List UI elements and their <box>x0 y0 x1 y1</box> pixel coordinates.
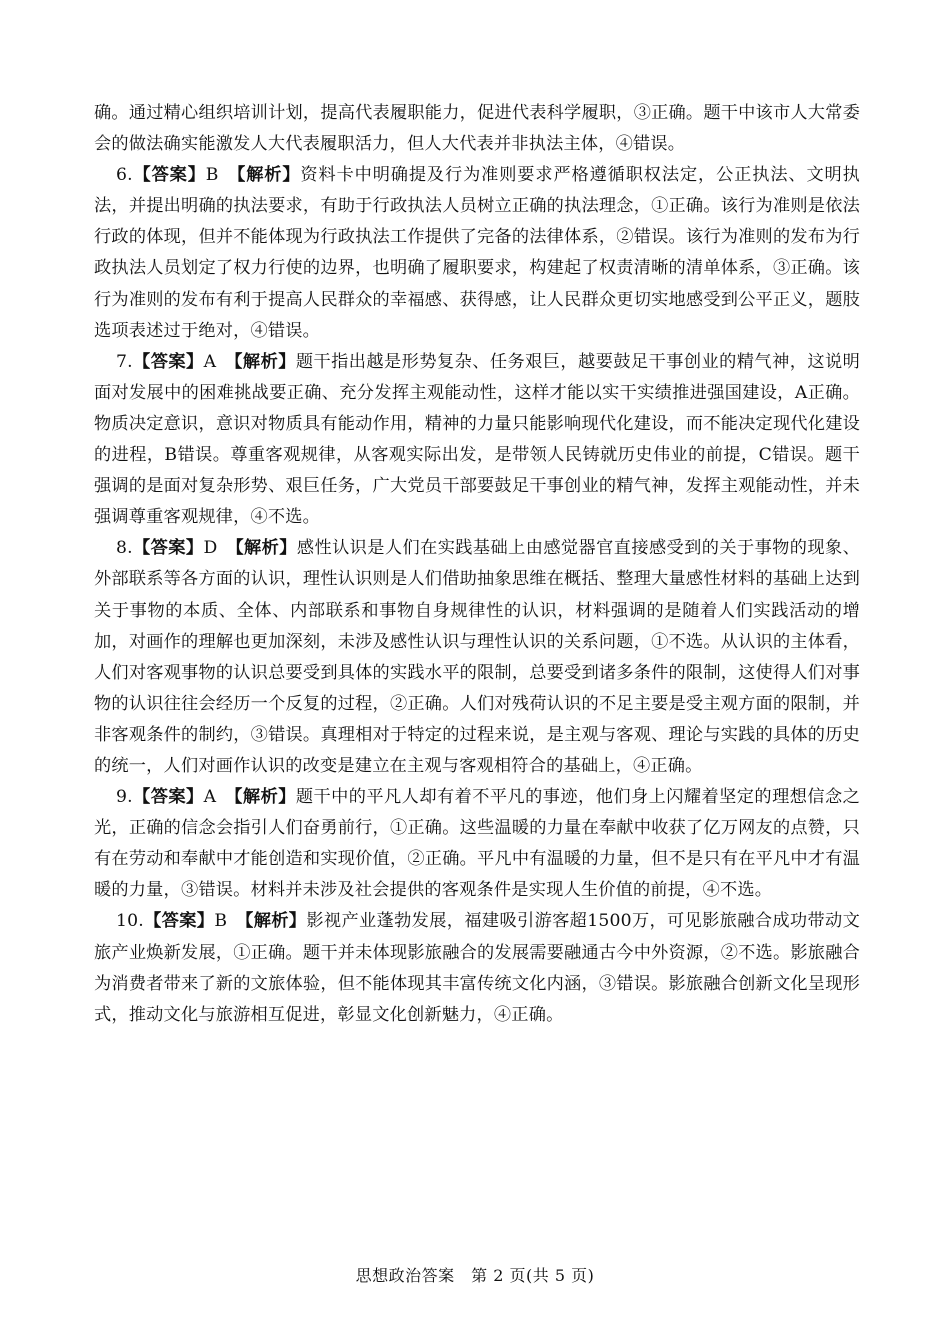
answer-letter: D <box>203 538 218 559</box>
footer-page-info: 第 2 页(共 5 页) <box>471 1266 595 1285</box>
answer-item-8 <box>94 533 860 782</box>
answer-item-10 <box>94 906 860 1030</box>
item-number: 7. <box>116 351 133 372</box>
answer-item-9 <box>94 782 860 906</box>
analysis-tag: 【解析】 <box>226 538 297 559</box>
answer-tag: 【答案】 <box>132 351 204 372</box>
document-body <box>94 98 860 1031</box>
answer-letter: B <box>214 911 228 932</box>
item-number: 9. <box>116 787 133 808</box>
item-number: 6. <box>116 165 133 186</box>
answer-letter: A <box>203 787 217 808</box>
analysis-tag: 【解析】 <box>225 351 296 372</box>
analysis-text: 资料卡中明确提及行为准则要求严格遵循职权法定，公正执法、文明执法，并提出明确的执法要求，有助于行政执法人员树立正确的执法理念，①正确。该行为准则是依法行政的体现，但并不能体现为行政执法工作提供了完备的法律体系，②错误。该行为准则的发布为行政执法人员划定了权力行使的边界，也明确了履职要求，构建起了权责清晰的清单体系，③正确。该行为准则的发布有利于提高人民群众的幸福感、获得感，让人民群众更切实地感受到公平正义，题肢选项表述过于绝对，④错误。 <box>94 165 860 341</box>
page-footer <box>0 1263 950 1286</box>
answer-tag: 【答案】 <box>132 538 204 559</box>
answer-tag: 【答案】 <box>132 787 204 808</box>
analysis-text: 感性认识是人们在实践基础上由感觉器官直接感受到的关于事物的现象、外部联系等各方面的认识，理性认识则是人们借助抽象思维在概括、整理大量感性材料的基础上达到关于事物的本质、全体、内部联系和事物自身规律性的认识，材料强调的是随着人们实践活动的增加，对画作的理解也更加深刻，未涉及感性认识与理性认识的关系问题，①不选。从认识的主体看，人们对客观事物的认识总要受到具体的实践水平的限制，总要受到诸多条件的限制，这使得人们对事物的认识往往会经历一个反复的过程，②正确。人们对残荷认识的不足主要是受主观方面的限制，并非客观条件的制约，③错误。真理相对于特定的过程来说，是主观与客观、理论与实践的具体的历史的统一，人们对画作认识的改变是建立在主观与客观相符合的基础上，④正确。 <box>94 538 860 776</box>
item-number: 8. <box>116 538 133 559</box>
answer-item-7 <box>94 347 860 534</box>
footer-subject: 思想政治答案 <box>355 1266 455 1285</box>
analysis-text: 题干中的平凡人却有着不平凡的事迹，他们身上闪耀着坚定的理想信念之光，正确的信念会指引人们奋勇前行，①正确。这些温暖的力量在奉献中收获了亿万网友的点赞，只有在劳动和奉献中才能创造和实现价值，②正确。平凡中有温暖的力量，但不是只有在平凡中才有温暖的力量，③错误。材料并未涉及社会提供的客观条件是实现人生价值的前提，④不选。 <box>94 787 861 901</box>
answer-letter: A <box>203 351 217 372</box>
item-number: 10. <box>116 911 144 932</box>
answer-letter: B <box>205 165 219 186</box>
analysis-tag: 【解析】 <box>225 787 296 808</box>
intro-paragraph: 确。通过精心组织培训计划，提高代表履职能力，促进代表科学履职，③正确。题干中该市人大常委会的做法确实能激发人大代表履职活力，但人大代表并非执法主体，④错误。 <box>94 103 860 155</box>
analysis-tag: 【解析】 <box>235 911 307 932</box>
answer-item-6 <box>94 160 860 347</box>
analysis-text: 影视产业蓬勃发展，福建吸引游客超1500万，可见影旅融合成功带动文旅产业焕新发展，①正确。题干并未体现影旅融合的发展需要融通古今中外资源，②不选。影旅融合为消费者带来了新的文旅体验，但不能体现其丰富传统文化内涵，③错误。影旅融合创新文化呈现形式，推动文化与旅游相互促进，彰显文化创新魅力，④正确。 <box>94 911 860 1025</box>
analysis-text: 题干指出越是形势复杂、任务艰巨，越要鼓足干事创业的精气神，这说明面对发展中的困难挑战要正确、充分发挥主观能动性，这样才能以实干实绩推进强国建设，A正确。物质决定意识，意识对物质具有能动作用，精神的力量只能影响现代化建设，而不能决定现代化建设的进程，B错误。尊重客观规律，从客观实际出发，是带领人民铸就历史伟业的前提，C错误。题干强调的是面对复杂形势、艰巨任务，广大党员干部要鼓足干事创业的精气神，发挥主观能动性，并未强调尊重客观规律，④不选。 <box>94 351 861 528</box>
answer-tag: 【答案】 <box>143 911 215 932</box>
answer-tag: 【答案】 <box>132 165 206 186</box>
analysis-tag: 【解析】 <box>227 165 301 186</box>
